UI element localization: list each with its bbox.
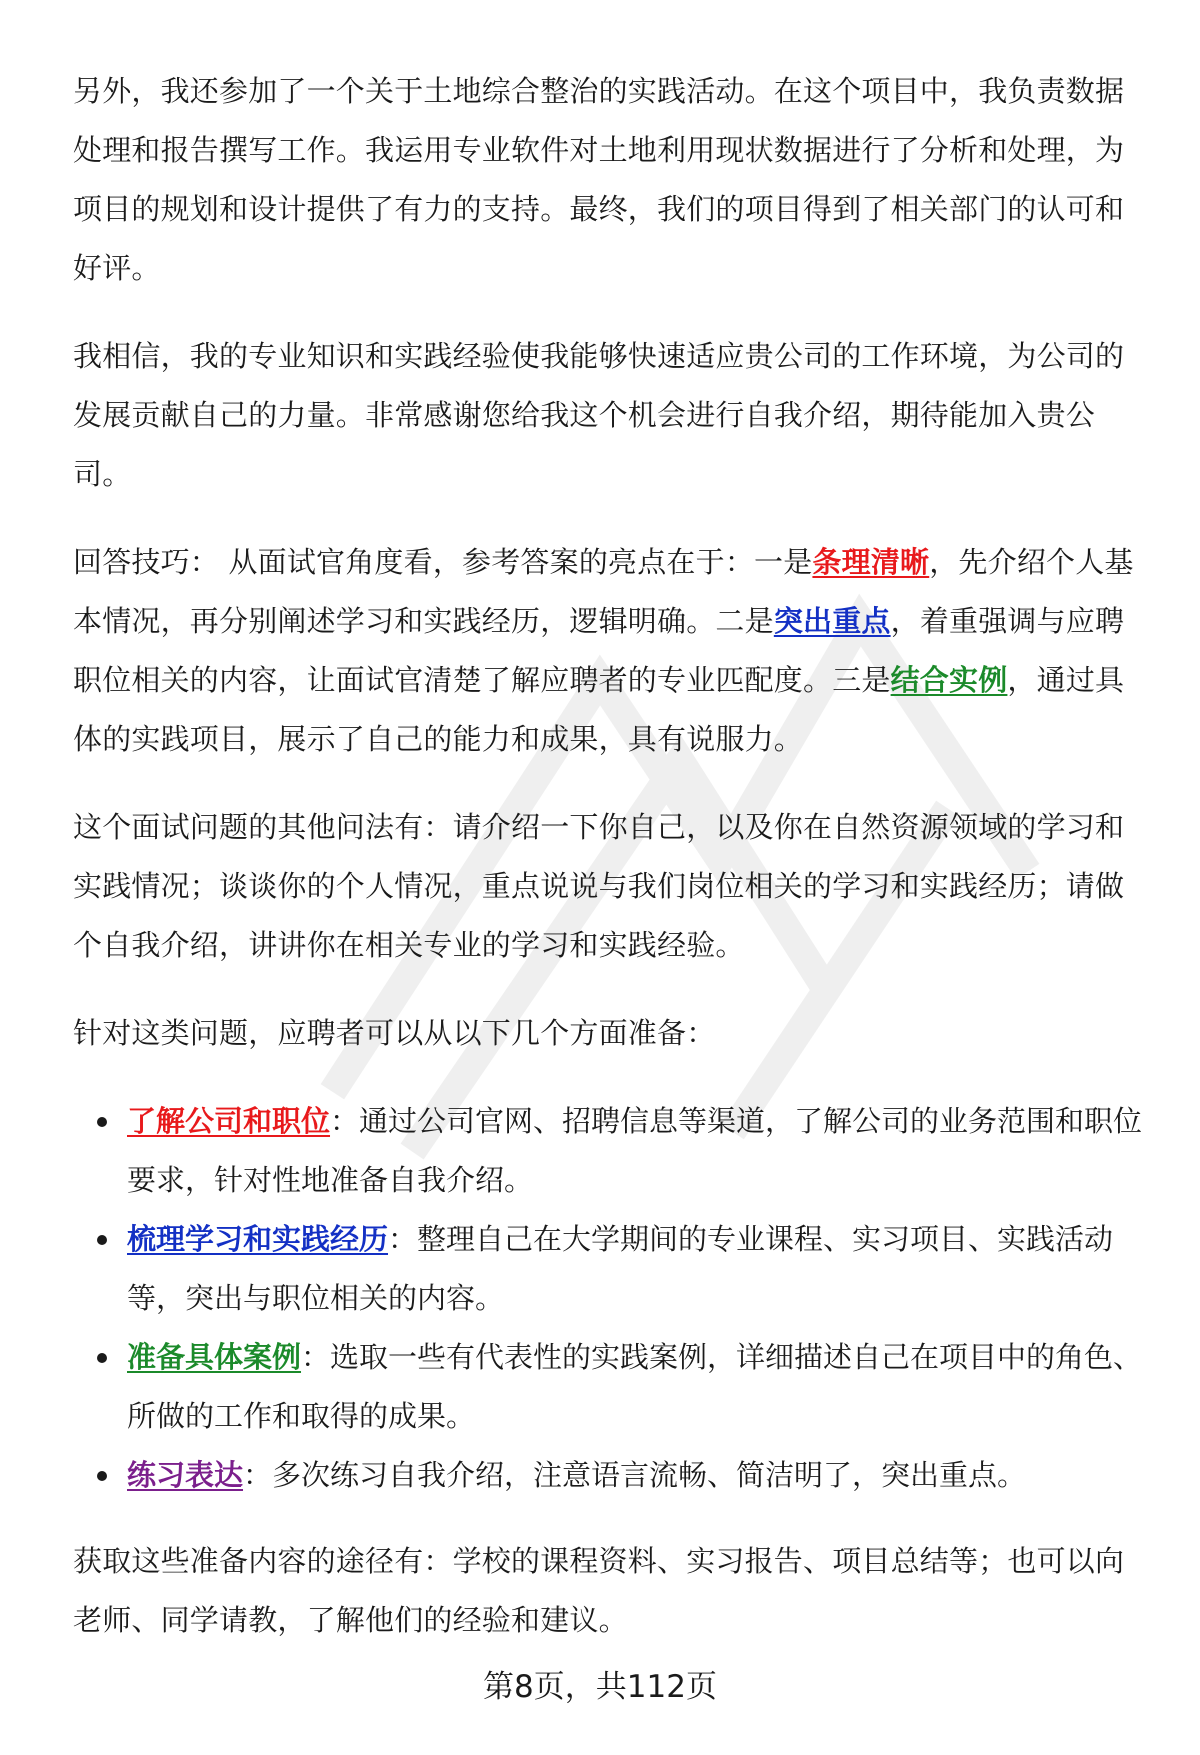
tips-middle-2: ，着重强调与应聘职位相关的内容，让面试官清楚了解应聘者的专业匹配度。三是 [73, 604, 1125, 697]
paragraph-other-questions: 这个面试问题的其他问法有：请介绍一下你自己，以及你在自然资源领域的学习和实践情况；谈谈你的个人情况，重点说说与我们岗位相关的学习和实践经历；请做个自我介绍，讲讲你在相关专业的学习和实践经验。 [73, 810, 1125, 962]
list-item [73, 1446, 1153, 1505]
bullet-text: ：多次练习自我介绍，注意语言流畅、简洁明了，突出重点。 [243, 1458, 1027, 1492]
paragraph-resources: 获取这些准备内容的途径有：学校的课程资料、实习报告、项目总结等；也可以向老师、同学请教，了解他们的经验和建议。 [73, 1544, 1125, 1637]
page-number: 第8页，共112页 [483, 1669, 717, 1705]
paragraph-practice-activity: 另外，我还参加了一个关于土地综合整治的实践活动。在这个项目中，我负责数据处理和报告撰写工作。我运用专业软件对土地利用现状数据进行了分析和处理，为项目的规划和设计提供了有力的支持。最终，我们的项目得到了相关部门的认可和好评。 [73, 74, 1125, 285]
tips-prefix: 回答技巧： 从面试官角度看，参考答案的亮点在于：一是 [73, 545, 813, 579]
keyword-logical: 条理清晰 [812, 545, 930, 579]
list-item [73, 1092, 1153, 1210]
document-page [73, 62, 1153, 1679]
bullet-dot [97, 1235, 107, 1245]
paragraph-answer-tips [73, 533, 1153, 769]
bullet-text: ：整理自己在大学期间的专业课程、实习项目、实践活动等，突出与职位相关的内容。 [127, 1222, 1114, 1315]
tips-middle-1: ，先介绍个人基本情况，再分别阐述学习和实践经历，逻辑明确。二是 [73, 545, 1134, 638]
paragraph-closing-statement: 我相信，我的专业知识和实践经验使我能够快速适应贵公司的工作环境，为公司的发展贡献自己的力量。非常感谢您给我这个机会进行自我介绍，期待能加入贵公司。 [73, 339, 1125, 491]
paragraph-preparation-intro: 针对这类问题，应聘者可以从以下几个方面准备： [73, 1016, 716, 1050]
list-item [73, 1210, 1153, 1328]
bullet-text: ：通过公司官网、招聘信息等渠道，了解公司的业务范围和职位要求，针对性地准备自我介绍。 [127, 1104, 1143, 1197]
bullet-keyword: 了解公司和职位 [127, 1104, 331, 1138]
keyword-highlight: 突出重点 [773, 604, 891, 638]
keyword-examples: 结合实例 [890, 663, 1008, 697]
bullet-text: ：选取一些有代表性的实践案例，详细描述自己在项目中的角色、所做的工作和取得的成果。 [127, 1340, 1143, 1433]
bullet-keyword: 梳理学习和实践经历 [127, 1222, 389, 1256]
bullet-dot [97, 1117, 107, 1127]
bullet-keyword: 准备具体案例 [127, 1340, 302, 1374]
bullet-dot [97, 1353, 107, 1363]
preparation-list [73, 1092, 1153, 1505]
list-item [73, 1328, 1153, 1446]
tips-suffix: ，通过具体的实践项目，展示了自己的能力和成果，具有说服力。 [73, 663, 1125, 756]
bullet-keyword: 练习表达 [127, 1458, 244, 1492]
bullet-dot [97, 1471, 107, 1481]
